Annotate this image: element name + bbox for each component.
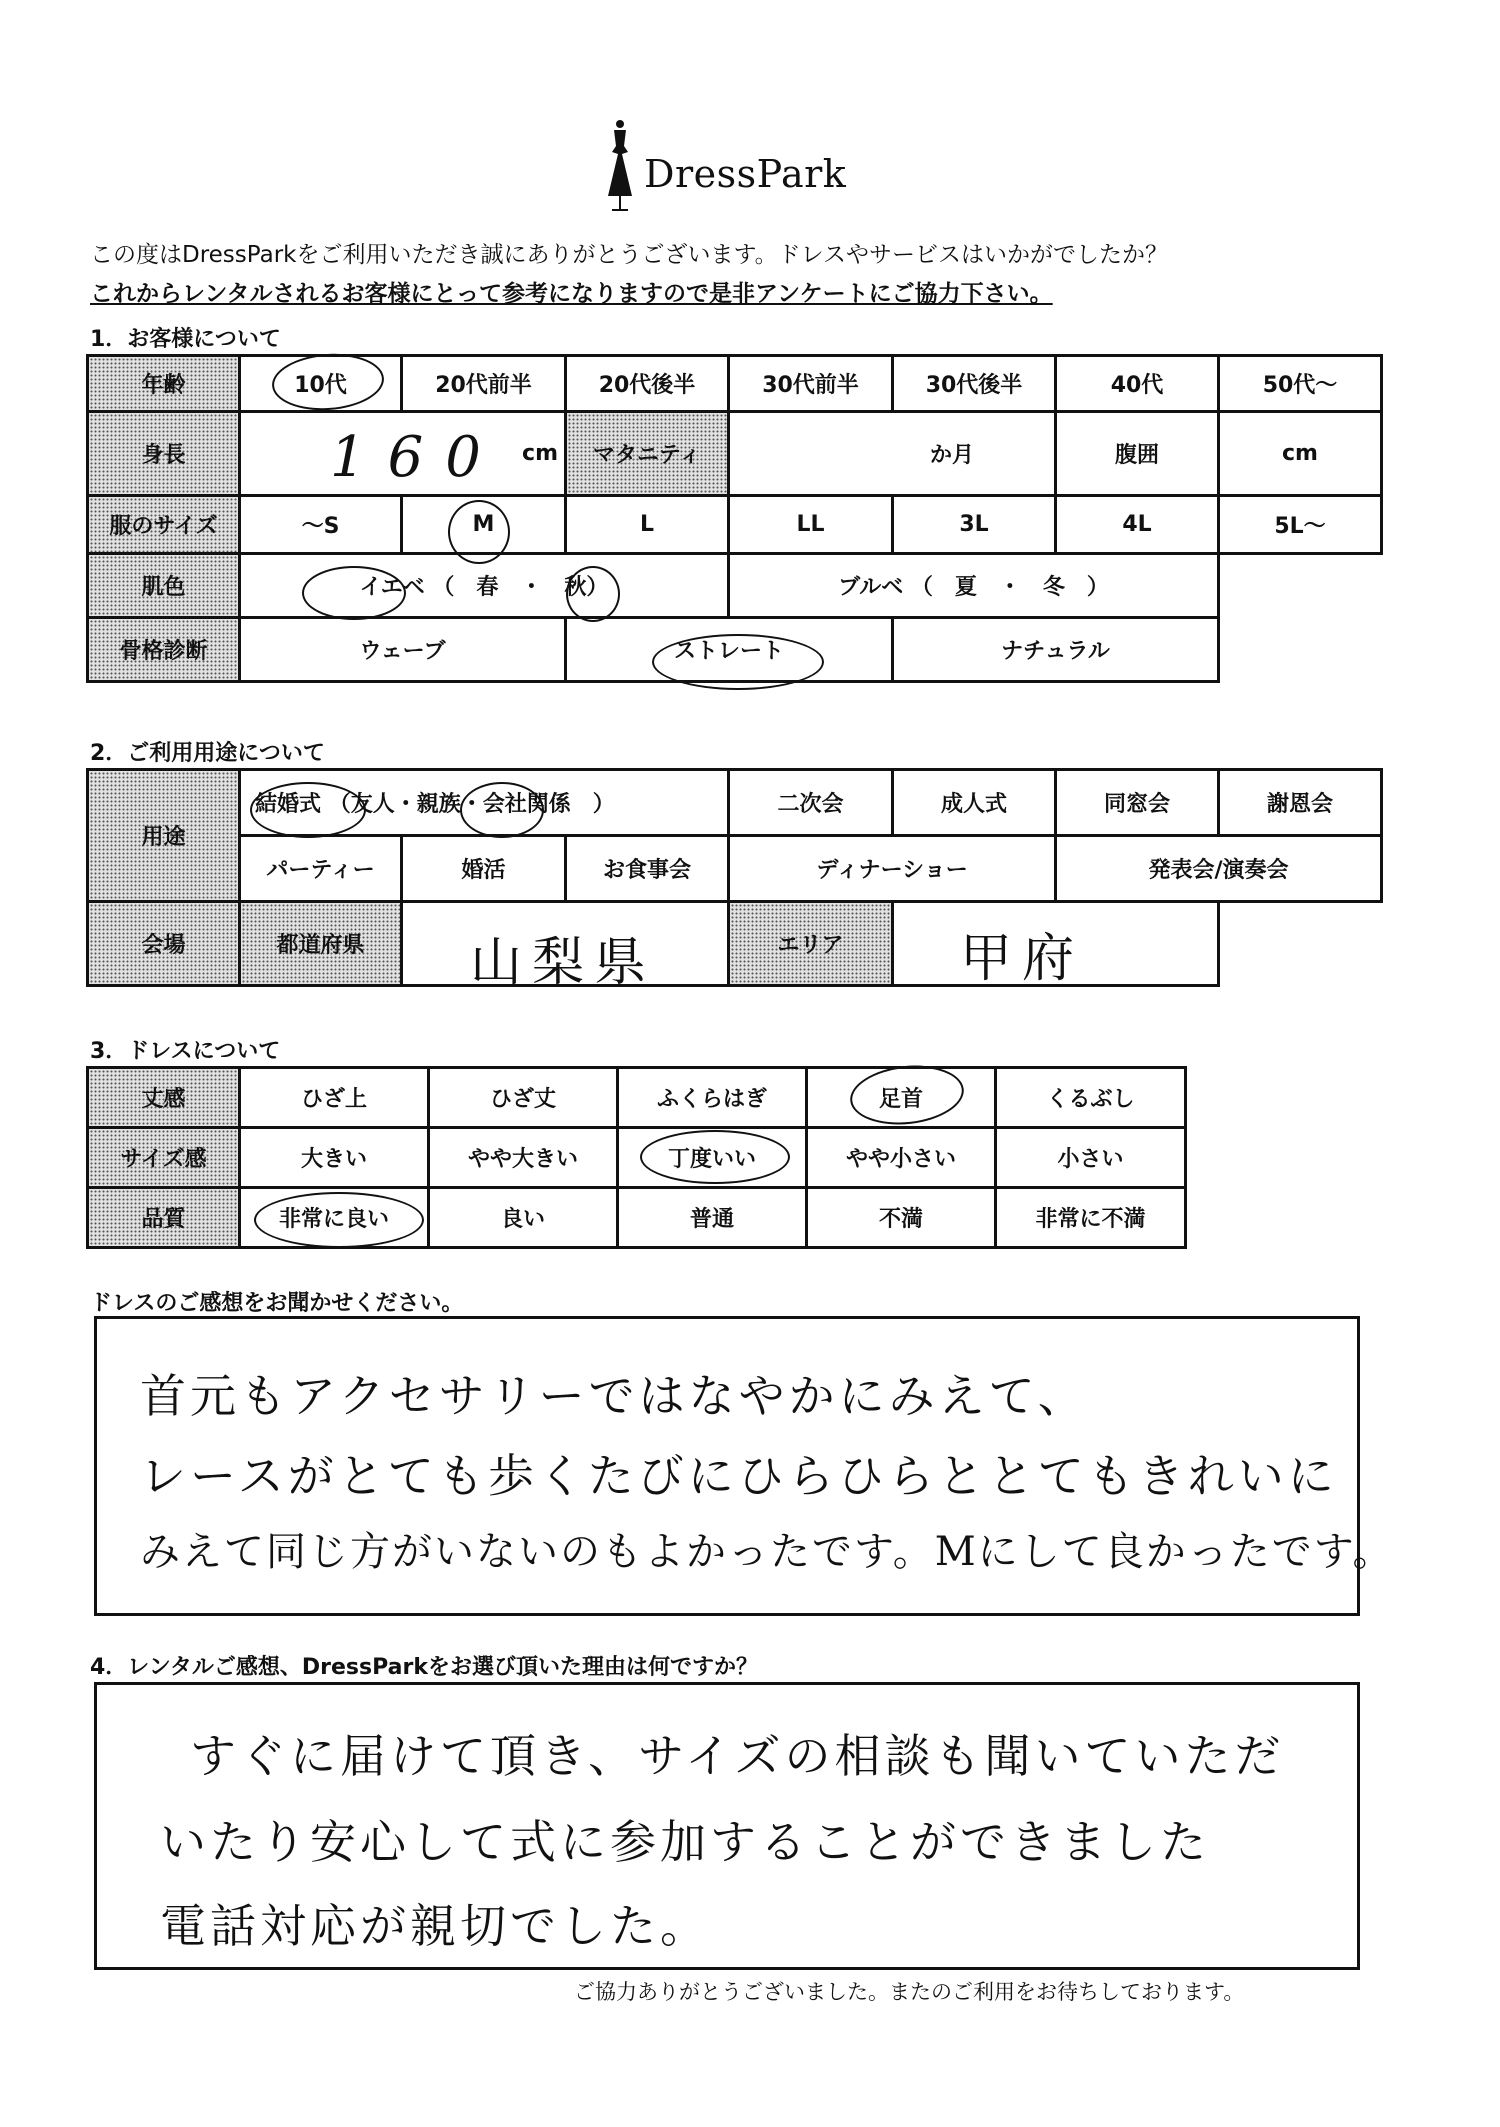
fit-option-large[interactable]: 大きい	[240, 1128, 429, 1188]
length-option-calf[interactable]: ふくらはぎ	[618, 1068, 807, 1128]
area-label: エリア	[729, 902, 893, 986]
age-option-10s[interactable]: 10代	[240, 356, 402, 412]
blank-cell	[1219, 618, 1382, 682]
size-option-m[interactable]: M	[402, 496, 566, 554]
purpose-dinner[interactable]: お食事会	[566, 836, 729, 902]
fit-option-slightly-large[interactable]: やや大きい	[429, 1128, 618, 1188]
maternity-month-cell[interactable]	[729, 412, 1056, 496]
purpose-selection-mark	[250, 782, 366, 838]
frame-label: 骨格診断	[88, 618, 240, 682]
impressions-line-2: レースがとても歩くたびにひらひらととてもきれいに	[140, 1449, 1338, 1503]
skin-yellow: イエベ	[359, 575, 425, 600]
frame-option-wave[interactable]: ウェーブ	[240, 618, 566, 682]
logo-text: DressPark	[644, 152, 847, 196]
skin-blue-cell[interactable]	[729, 554, 1219, 618]
quality-option-very-dissatisfied[interactable]: 非常に不満	[996, 1188, 1186, 1248]
length-option-above-knee[interactable]: ひざ上	[240, 1068, 429, 1128]
blank-cell	[1219, 902, 1382, 986]
fit-option-slightly-small[interactable]: やや小さい	[807, 1128, 996, 1188]
intro-line-2: これからレンタルされるお客様にとって参考になりますので是非アンケートにご協力下さい。	[90, 281, 1053, 307]
quality-option-dissatisfied[interactable]: 不満	[807, 1188, 996, 1248]
size-option-ll[interactable]: LL	[729, 496, 893, 554]
reasons-line-1: すぐに届けて頂き、サイズの相談も聞いていただ	[190, 1729, 1285, 1783]
belly-unit[interactable]: cm	[1219, 412, 1382, 496]
venue-label: 会場	[88, 902, 240, 986]
fit-label: サイズ感	[88, 1128, 240, 1188]
blank-cell	[1219, 554, 1382, 618]
size-option-4l[interactable]: 4L	[1056, 496, 1219, 554]
size-label: 服のサイズ	[88, 496, 240, 554]
skin-blue: ブルベ	[838, 575, 904, 600]
fit-option-just-right[interactable]: 丁度いい	[618, 1128, 807, 1188]
skin-blue-seasons: （ 夏 ・ 冬 ）	[910, 575, 1109, 600]
impressions-line-3: みえて同じ方がいないのもよかったです。Mにして良かったです。	[140, 1529, 1395, 1575]
purpose-konkatsu[interactable]: 婚活	[402, 836, 566, 902]
season-selection-mark	[566, 566, 620, 622]
purpose-dinner-show[interactable]: ディナーショー	[729, 836, 1056, 902]
prefecture-value: 山梨県	[470, 933, 657, 993]
dress-icon	[600, 118, 640, 214]
quality-selection-mark	[254, 1192, 424, 1248]
skin-yellow-seasons: （ 春 ・ 秋）	[432, 575, 609, 600]
dress-table	[86, 1066, 1187, 1249]
frame-option-straight[interactable]: ストレート	[566, 618, 893, 682]
age-option-50s-plus[interactable]: 50代～	[1219, 356, 1382, 412]
intro-line-1: この度はDressParkをご利用いただき誠にありがとうございます。ドレスやサービスはいかがでしたか？	[90, 242, 1168, 268]
frame-selection-mark	[652, 634, 824, 690]
length-label: 丈感	[88, 1068, 240, 1128]
purpose-label: 用途	[88, 770, 240, 902]
area-value: 甲府	[960, 929, 1085, 989]
section-3-title: 3．ドレスについて	[90, 1039, 281, 1064]
reasons-line-2: いたり安心して式に参加することができました	[160, 1815, 1210, 1869]
maternity-label: マタニティ	[566, 412, 729, 496]
purpose-thank-you-party[interactable]: 謝恩会	[1219, 770, 1382, 836]
section-2-title: 2．ご利用用途について	[90, 741, 325, 766]
size-option-3l[interactable]: 3L	[893, 496, 1056, 554]
purpose-wedding: 結婚式	[255, 792, 322, 817]
age-option-early-30s[interactable]: 30代前半	[729, 356, 893, 412]
age-option-late-20s[interactable]: 20代後半	[566, 356, 729, 412]
size-option-5l-plus[interactable]: 5L～	[1219, 496, 1382, 554]
section-4-title: 4．レンタルご感想、DressParkをお選び頂いた理由は何ですか？	[90, 1655, 758, 1680]
size-option-l[interactable]: L	[566, 496, 729, 554]
purpose-coming-of-age[interactable]: 成人式	[893, 770, 1056, 836]
section-1-title: 1．お客様について	[90, 327, 281, 352]
logo	[600, 118, 860, 218]
impressions-line-1: 首元もアクセサリーではなやかにみえて、	[140, 1369, 1088, 1423]
belly-label: 腹囲	[1056, 412, 1219, 496]
size-selection-mark	[448, 500, 510, 564]
purpose-recital[interactable]: 発表会/演奏会	[1056, 836, 1382, 902]
quality-option-average[interactable]: 普通	[618, 1188, 807, 1248]
relation-selection-mark	[460, 782, 544, 838]
reasons-line-3: 電話対応が親切でした。	[160, 1899, 710, 1953]
prefecture-label: 都道府県	[240, 902, 402, 986]
age-option-late-30s[interactable]: 30代後半	[893, 356, 1056, 412]
skin-label: 肌色	[88, 554, 240, 618]
length-option-knee[interactable]: ひざ丈	[429, 1068, 618, 1128]
purpose-wedding-detail: （友人・親族・会社関係 ）	[328, 792, 615, 817]
fit-selection-mark	[640, 1130, 790, 1184]
skin-selection-mark	[302, 566, 406, 620]
quality-option-very-good[interactable]: 非常に良い	[240, 1188, 429, 1248]
age-option-early-20s[interactable]: 20代前半	[402, 356, 566, 412]
purpose-afterparty[interactable]: 二次会	[729, 770, 893, 836]
fit-option-small[interactable]: 小さい	[996, 1128, 1186, 1188]
footer-text: ご協力ありがとうございました。またのご利用をお待ちしております。	[574, 1980, 1245, 2004]
height-value: 160	[330, 425, 503, 490]
height-label: 身長	[88, 412, 240, 496]
length-option-ankle[interactable]: 足首	[807, 1068, 996, 1128]
age-option-40s[interactable]: 40代	[1056, 356, 1219, 412]
size-option-s[interactable]: ～S	[240, 496, 402, 554]
purpose-party[interactable]: パーティー	[240, 836, 402, 902]
quality-label: 品質	[88, 1188, 240, 1248]
purpose-reunion[interactable]: 同窓会	[1056, 770, 1219, 836]
frame-option-natural[interactable]: ナチュラル	[893, 618, 1219, 682]
maternity-month-unit: か月	[929, 443, 974, 468]
quality-option-good[interactable]: 良い	[429, 1188, 618, 1248]
impressions-title: ドレスのご感想をお聞かせください。	[90, 1291, 464, 1316]
age-label: 年齢	[88, 356, 240, 412]
height-unit: cm	[522, 441, 558, 466]
length-option-ankle-bone[interactable]: くるぶし	[996, 1068, 1186, 1128]
